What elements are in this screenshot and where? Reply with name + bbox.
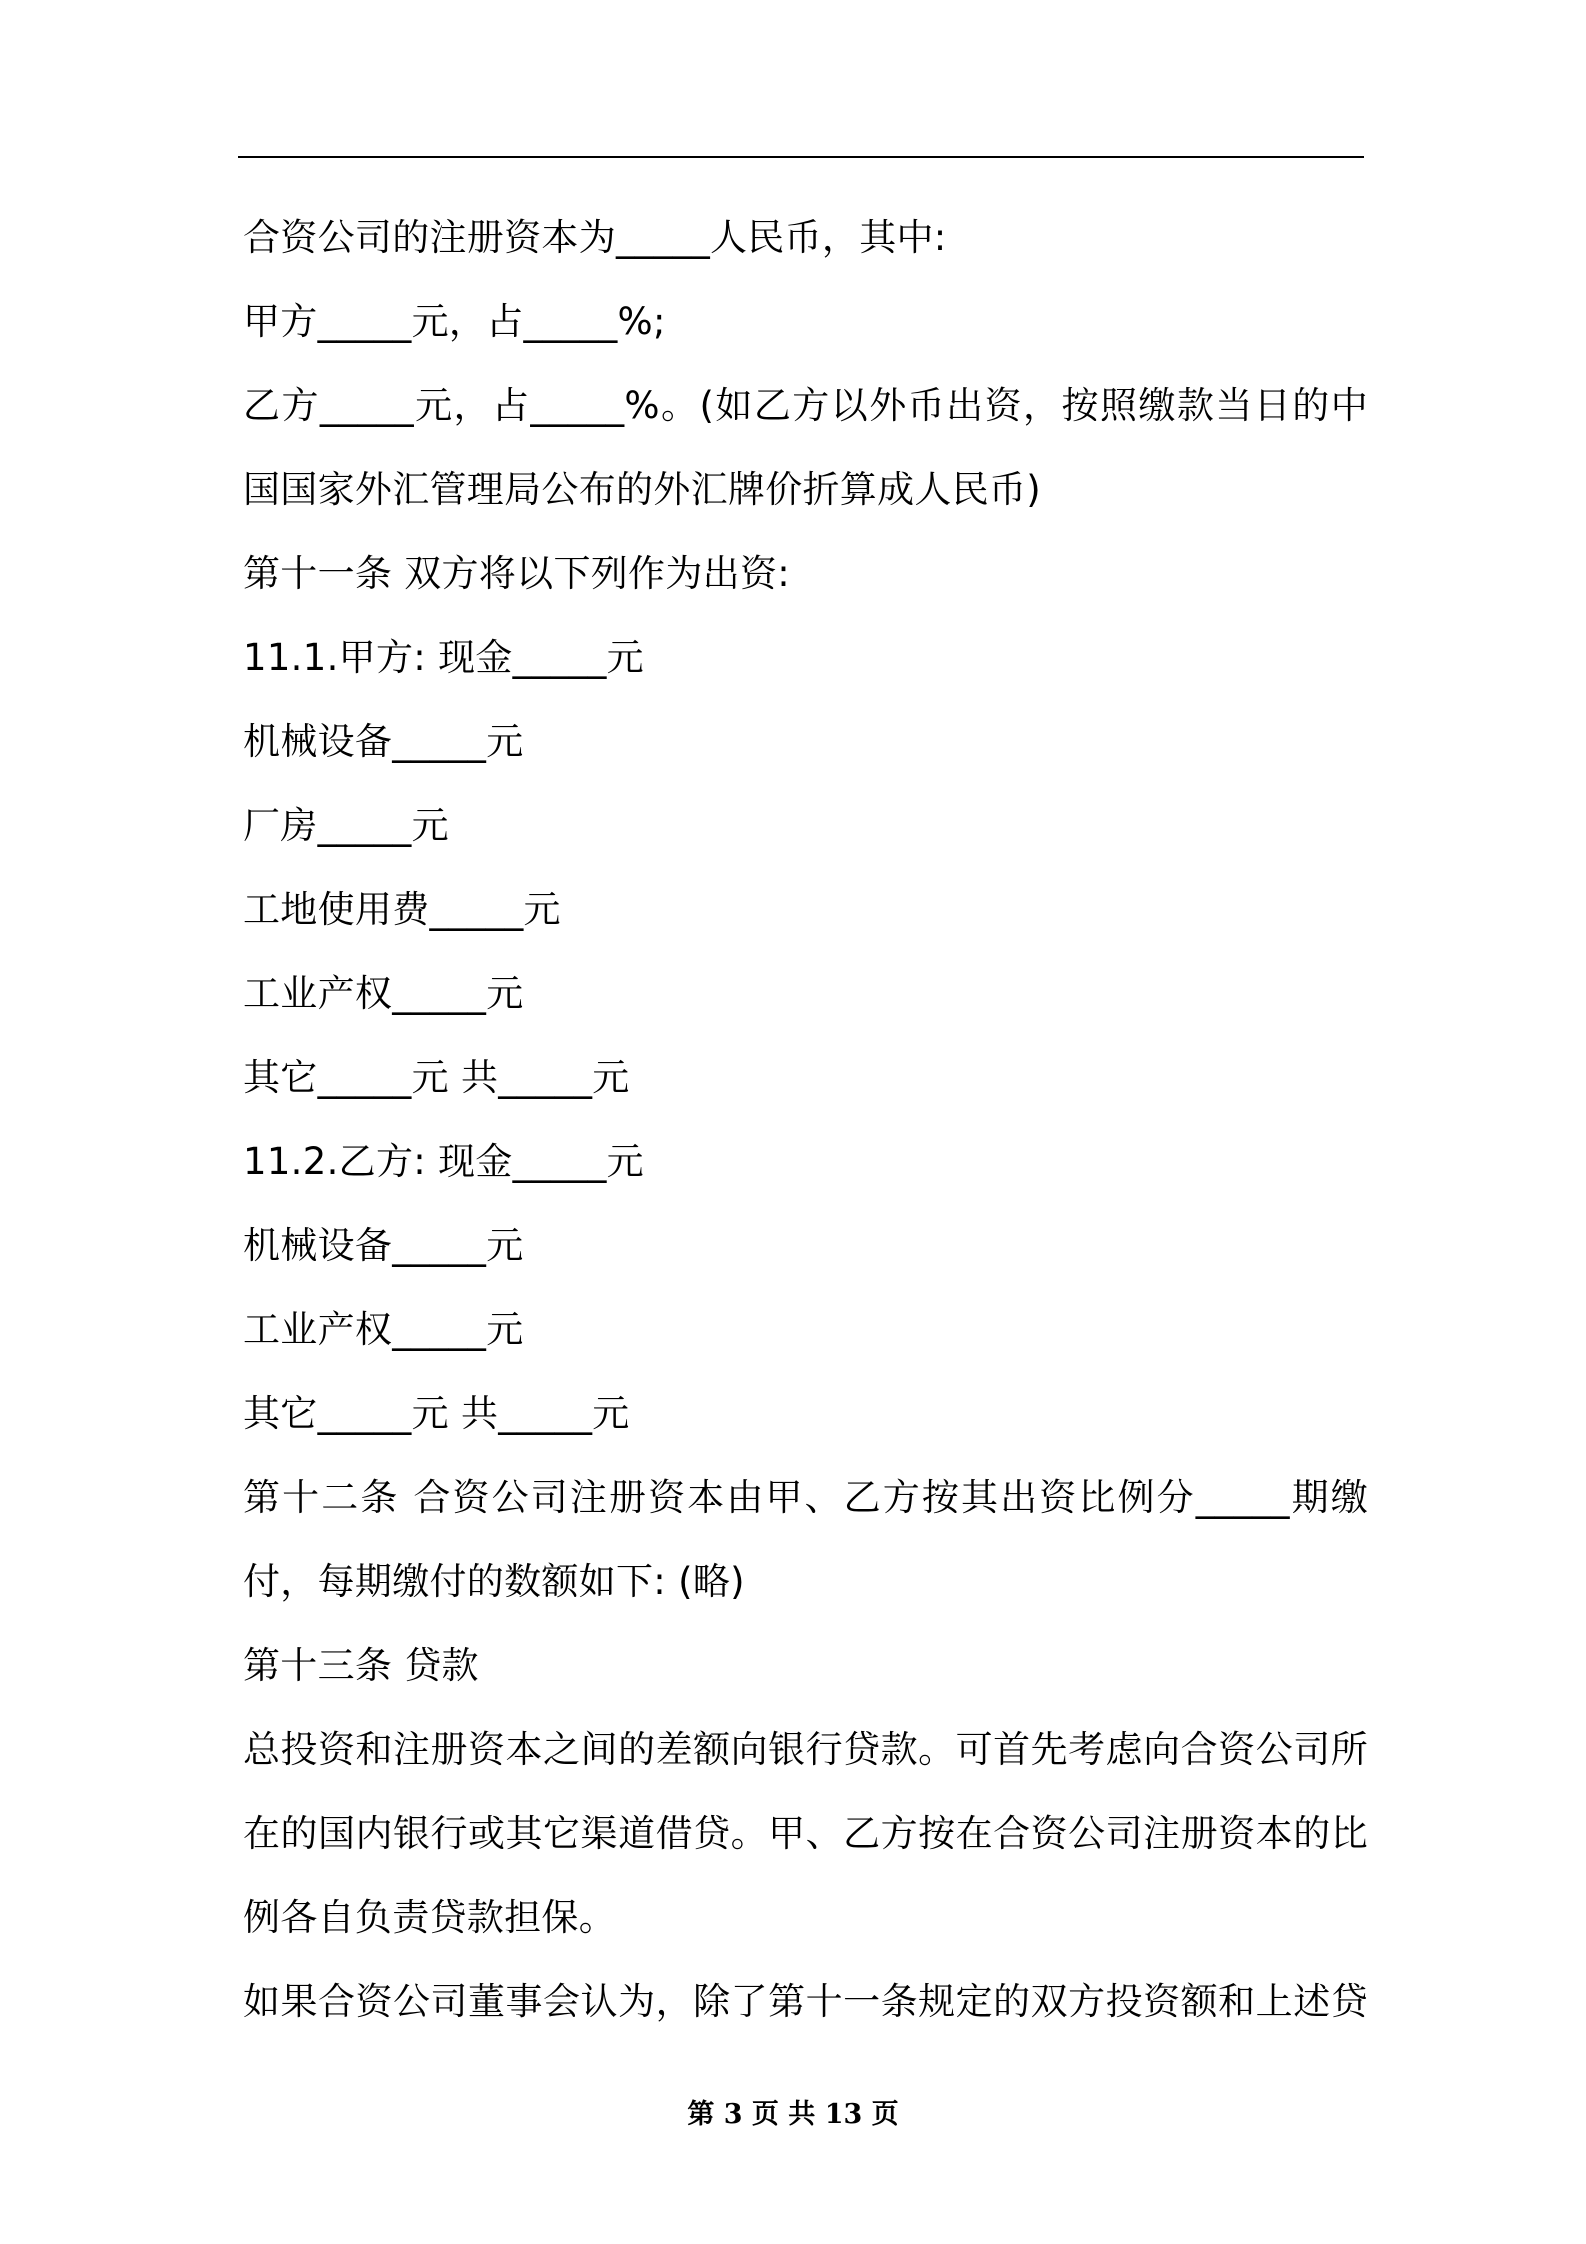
text-line: 合资公司的注册资本为_____人民币，其中: (243, 216, 947, 259)
text-line: 11.1.甲方: 现金_____元 (243, 636, 644, 679)
article-heading: 第十一条 双方将以下列作为出资: (243, 552, 791, 595)
text-line: 甲方_____元，占_____%; (243, 300, 666, 343)
text-line: 乙方_____元，占_____%。(如乙方以外币出资，按照缴款当日的中 (243, 384, 1368, 427)
article-heading: 第十三条 贷款 (243, 1644, 479, 1687)
header-divider (238, 156, 1364, 158)
text-line: 其它_____元 共_____元 (243, 1056, 630, 1099)
text-line: 国国家外汇管理局公布的外汇牌价折算成人民币) (243, 468, 1042, 511)
document-body (243, 196, 1368, 2044)
text-line: 例各自负责贷款担保。 (243, 1896, 616, 1939)
text-line: 11.2.乙方: 现金_____元 (243, 1140, 644, 1183)
text-line: 工业产权_____元 (243, 972, 524, 1015)
text-line: 其它_____元 共_____元 (243, 1392, 630, 1435)
text-line: 工业产权_____元 (243, 1308, 524, 1351)
text-line: 工地使用费_____元 (243, 888, 561, 931)
text-line: 总投资和注册资本之间的差额向银行贷款。可首先考虑向合资公司所 (243, 1728, 1368, 1771)
text-line: 如果合资公司董事会认为，除了第十一条规定的双方投资额和上述贷 (243, 1980, 1368, 2023)
text-line: 机械设备_____元 (243, 1224, 524, 1267)
text-line: 在的国内银行或其它渠道借贷。甲、乙方按在合资公司注册资本的比 (243, 1812, 1368, 1855)
page-number-footer: 第 3 页 共 13 页 (687, 2099, 899, 2130)
text-line: 机械设备_____元 (243, 720, 524, 763)
text-line: 厂房_____元 (243, 804, 449, 847)
text-line: 付，每期缴付的数额如下: (略) (243, 1560, 745, 1603)
article-heading: 第十二条 合资公司注册资本由甲、乙方按其出资比例分_____期缴 (243, 1476, 1368, 1519)
